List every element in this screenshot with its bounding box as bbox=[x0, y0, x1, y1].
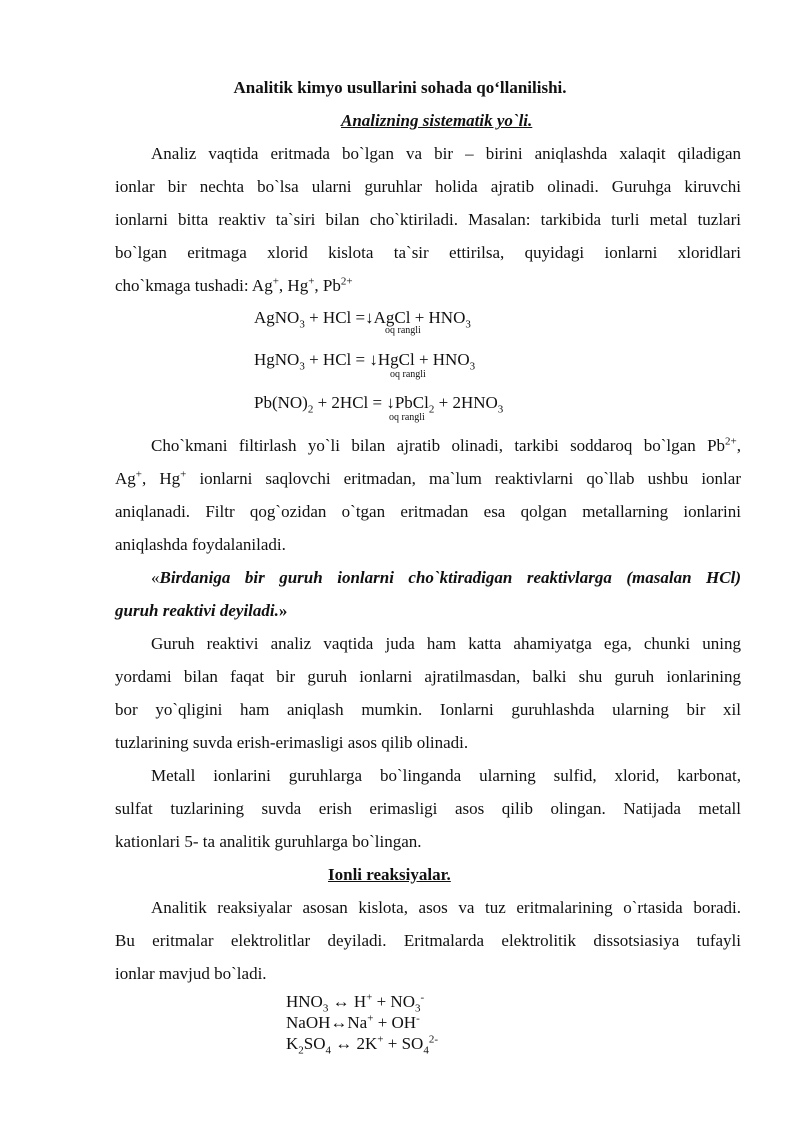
paragraph-5-line-2: Bu eritmalar elektrolitlar deyiladi. Eritmalarda elektrolitik dissotsiasiya tufayli bbox=[115, 931, 741, 950]
dissociation-sodium-hydroxide: NaOH↔Na+ + OH- bbox=[286, 1012, 420, 1032]
paragraph-4-line-1: Metall ionlarini guruhlarga bo`linganda ularning sulfid, xlorid, karbonat, bbox=[151, 766, 741, 785]
paragraph-1-line-3: ionlarni bitta reaktiv ta`siri bilan cho`ktiriladi. Masalan: tarkibida turli metal tuzlari bbox=[115, 210, 741, 229]
dissociation-potassium-sulfate: $K_2SO_4$ ↔ $2K^+ + SO_4^{2-}$ bbox=[286, 1033, 439, 1057]
paragraph-2-line-3: aniqlanadi. Filtr qog`ozidan o`tgan eritmadan esa qolgan metallarning ionlarini bbox=[115, 502, 741, 521]
paragraph-3-line-2: yordami bilan faqat bir guruh ionlarni ajratilmasdan, balki shu guruh ionlarining bbox=[115, 667, 741, 686]
paragraph-3-line-1: Guruh reaktivi analiz vaqtida juda ham katta ahamiyatga ega, chunki uning bbox=[151, 634, 741, 653]
section-heading-text: Analizning sistematik yo`li. bbox=[341, 111, 533, 130]
definition-line-2: guruh reaktivi deyiladi.» bbox=[115, 601, 288, 620]
paragraph-1-line-2: ionlar bir nechta bo`lsa ularni guruhlar holida ajratib olinadi. Guruhga kiruvchi bbox=[115, 177, 741, 196]
section-heading-ionic: Ionli reaksiyalar. bbox=[328, 865, 451, 884]
reaction-lead-nitrate: $Pb(NO)_2 + 2HCl$ = ↓PbCl$_2$ + $2HNO_3$ bbox=[254, 393, 504, 416]
paragraph-1-line-5: cho`kmaga tushadi: Ag+, Hg+, $Pb^{2+}$ bbox=[115, 275, 353, 295]
paragraph-1-line-4: bo`lgan eritmaga xlorid kislota ta`sir ettirilsa, quyidagi ionlarni xloridlari bbox=[115, 243, 741, 262]
precipitate-note: oq rangli bbox=[390, 369, 426, 380]
paragraph-3-line-3: bor yo`qligini ham aniqlash mumkin. Ionlarni guruhlashda ularning bir xil bbox=[115, 700, 741, 719]
definition-line-1: «Birdaniga bir guruh ionlarni cho`ktiradigan reaktivlarga (masalan HCl) bbox=[151, 568, 741, 587]
paragraph-2-line-2: Ag+, Hg+ ionlarni saqlovchi eritmadan, ma`lum reaktivlarni qo`llab ushbu ionlar bbox=[115, 468, 741, 488]
paragraph-3-line-4: tuzlarining suvda erish-erimasligi asos qilib olinadi. bbox=[115, 733, 469, 752]
dissociation-nitric-acid: $HNO_3$ ↔ $H^+ + NO_3^-$ bbox=[286, 991, 425, 1015]
reaction-silver-nitrate: AgNO$_3$ + HCl =↓AgCl + $HNO_3$ bbox=[254, 308, 471, 331]
precipitate-note: oq rangli bbox=[389, 412, 425, 423]
paragraph-5-line-1: Analitik reaksiyalar asosan kislota, asos va tuz eritmalarining o`rtasida boradi. bbox=[151, 898, 741, 917]
page-title: Analitik kimyo usullarini sohada qo‘llanilishi. bbox=[233, 78, 567, 97]
section-heading-systematic bbox=[341, 110, 532, 132]
paragraph-2-line-4: aniqlashda foydalaniladi. bbox=[115, 535, 286, 554]
paragraph-4-line-3: kationlari 5- ta analitik guruhlarga bo`lingan. bbox=[115, 832, 422, 851]
precipitate-note: oq rangli bbox=[385, 325, 421, 336]
paragraph-5-line-3: ionlar mavjud bo`ladi. bbox=[115, 964, 267, 983]
paragraph-4-line-2: sulfat tuzlarining suvda erish erimasligi asos qilib olingan. Natijada metall bbox=[115, 799, 741, 818]
paragraph-1-line-1: Analiz vaqtida eritmada bo`lgan va bir – birini aniqlashda xalaqit qiladigan bbox=[151, 144, 741, 163]
reaction-mercury-nitrate: HgNO$_3$ + HCl = ↓HgCl + $HNO_3$ bbox=[254, 350, 476, 373]
paragraph-2-line-1: Cho`kmani filtirlash yo`li bilan ajratib olinadi, tarkibi soddaroq bo`lgan $Pb^{2+}$, bbox=[151, 435, 741, 455]
